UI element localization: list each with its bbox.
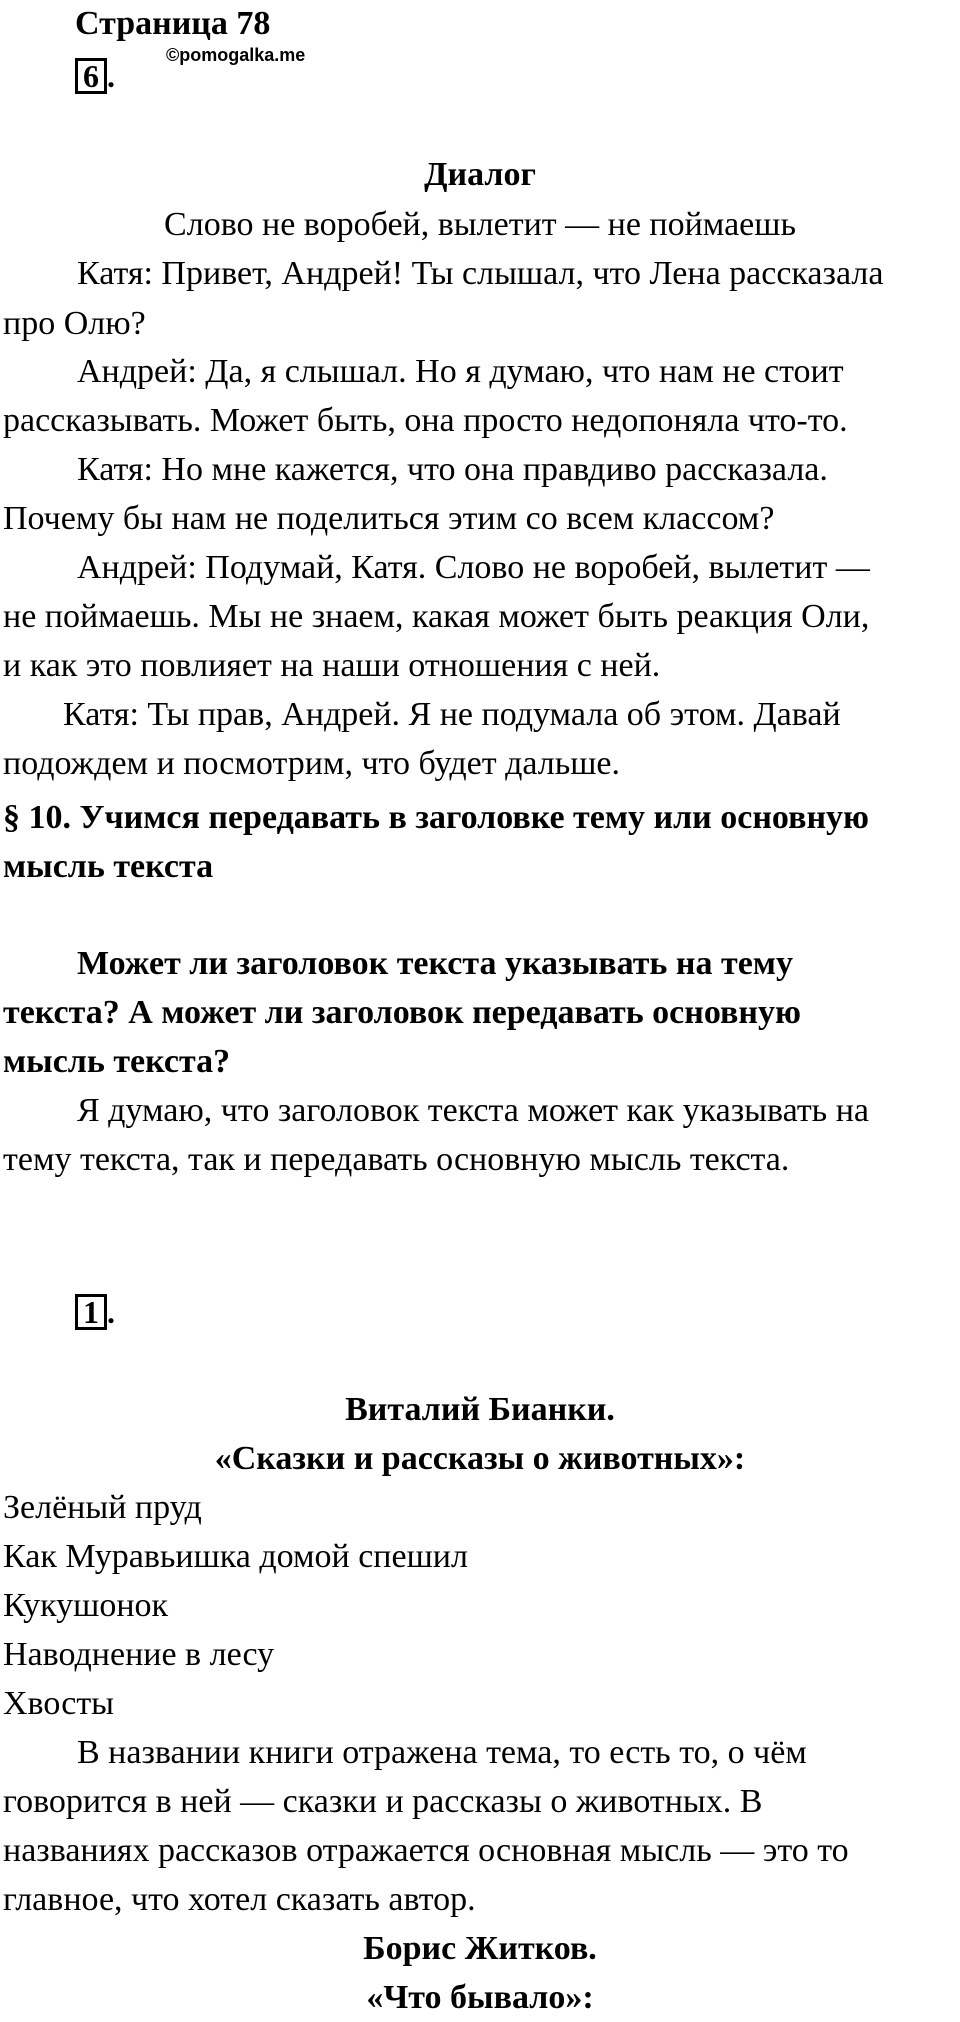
task-number-box: 6 [75,58,107,94]
dialog-line: Андрей: Да, я слышал. Но я думаю, что нам не стоит [77,353,844,390]
dialog-line: про Олю? [3,305,146,342]
answer-line: тему текста, так и передавать основную мысль текста. [3,1141,790,1178]
dialog-line: Почему бы нам не поделиться этим со всем классом? [3,500,775,537]
dialog-line: Андрей: Подумай, Катя. Слово не воробей, вылетит — [77,549,870,586]
section-heading: § 10. Учимся передавать в заголовке тему или основную [3,799,870,836]
section-heading: мысль текста [3,848,214,885]
dialog-line: Катя: Привет, Андрей! Ты слышал, что Лена рассказала [77,255,884,292]
task-6-number: 6 . [75,56,115,96]
book-title: «Что бывало»: [366,1979,594,2016]
dialog-line: и как это повлияет на наши отношения с ней. [3,647,661,684]
book-title: «Сказки и рассказы о животных»: [214,1440,746,1477]
dialog-subtitle: Слово не воробей, вылетит — не поймаешь [164,206,796,243]
explanation-line: главное, что хотел сказать автор. [3,1881,476,1918]
dialog-line: рассказывать. Может быть, она просто недопоняла что-то. [3,402,848,439]
dialog-line: Катя: Ты прав, Андрей. Я не подумала об этом. Давай [63,696,841,733]
explanation-line: названиях рассказов отражается основная мысль — это то [3,1832,849,1869]
question-line: мысль текста? [3,1043,231,1080]
story-title: Хвосты [3,1685,115,1722]
answer-line: Я думаю, что заголовок текста может как указывать на [77,1092,869,1129]
explanation-line: В названии книги отражена тема, то есть то, о чём [77,1734,807,1771]
question-line: Может ли заголовок текста указывать на тему [77,945,793,982]
dialog-line: Катя: Но мне кажется, что она правдиво рассказала. [77,451,828,488]
explanation-line: говорится в ней — сказки и рассказы о животных. В [3,1783,763,1820]
dialog-title: Диалог [424,156,536,193]
story-title: Как Муравьишка домой спешил [3,1538,468,1575]
question-line: текста? А может ли заголовок передавать основную [3,994,801,1031]
dialog-line: не поймаешь. Мы не знаем, какая может быть реакция Оли, [3,598,870,635]
author-name: Виталий Бианки. [345,1391,615,1428]
task-1-number: 1 . [75,1292,115,1332]
story-title: Наводнение в лесу [3,1636,275,1673]
dialog-line: подождем и посмотрим, что будет дальше. [3,745,620,782]
story-title: Кукушонок [3,1587,169,1624]
page-title: Страница 78 [75,5,271,42]
task-number-box: 1 [75,1294,107,1330]
author-name: Борис Житков. [363,1930,597,1967]
watermark: ©pomogalka.me [166,45,306,65]
story-title: Зелёный пруд [3,1489,202,1526]
